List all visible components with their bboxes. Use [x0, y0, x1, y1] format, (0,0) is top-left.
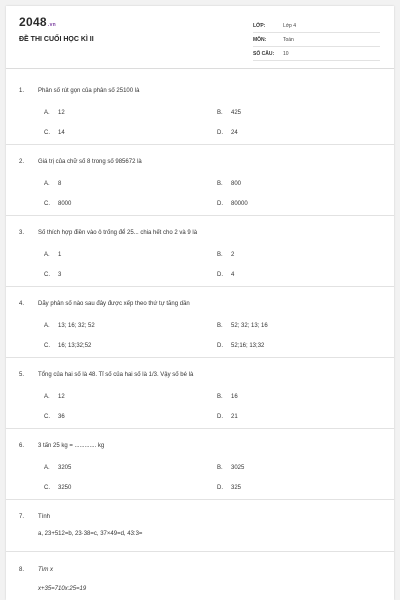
option-c[interactable]: C. 3250: [44, 485, 72, 491]
option-c[interactable]: C. 14: [44, 130, 65, 136]
logo-suffix: .vn: [47, 22, 57, 28]
meta-question-count: [253, 48, 380, 61]
option-d[interactable]: D. 52;16; 13;32: [217, 343, 265, 349]
question-text: Giá trị của chữ số 8 trong số 985672 là: [38, 159, 142, 165]
meta-label: MÔN:: [253, 37, 267, 43]
option-a[interactable]: A. 13; 16; 32; 52: [44, 323, 95, 329]
divider: [6, 215, 394, 216]
meta-class: [253, 20, 380, 33]
meta-subject: [253, 34, 380, 47]
question-number: 4.: [19, 301, 25, 307]
option-a[interactable]: A. 8: [44, 181, 62, 187]
option-a[interactable]: A. 3205: [44, 465, 72, 471]
meta-value: 10: [283, 51, 289, 57]
question-text: Tổng của hai số là 48. Tỉ số của hai số là 1/3. Vậy số bé là: [38, 372, 194, 378]
logo-text: 2048: [19, 15, 47, 29]
question-number: 1.: [19, 88, 25, 94]
meta-label: LỚP:: [253, 23, 266, 29]
exam-title: ĐỀ THI CUỐI HỌC KÌ II: [19, 36, 94, 43]
divider: [6, 428, 394, 429]
option-b[interactable]: B. 3025: [217, 465, 245, 471]
option-b[interactable]: B. 52; 32; 13; 16: [217, 323, 268, 329]
question-text: Tìm x: [38, 567, 53, 573]
question-number: 5.: [19, 372, 25, 378]
option-c[interactable]: C. 8000: [44, 201, 72, 207]
divider: [6, 286, 394, 287]
option-d[interactable]: D. 325: [217, 485, 242, 491]
option-b[interactable]: B. 800: [217, 181, 242, 187]
divider: [6, 144, 394, 145]
question-text: Phân số rút gọn của phân số 25100 là: [38, 88, 140, 94]
exam-header: [6, 6, 394, 69]
divider: [6, 551, 394, 552]
option-a[interactable]: A. 1: [44, 252, 62, 258]
option-d[interactable]: D. 4: [217, 272, 235, 278]
question-text: 3 tấn 25 kg = ............. kg: [38, 443, 105, 449]
divider: [6, 499, 394, 500]
divider: [6, 357, 394, 358]
question-text: Số thích hợp điền vào ô trống để 25... chia hết cho 2 và 9 là: [38, 230, 198, 236]
option-b[interactable]: B. 2: [217, 252, 235, 258]
question-subtext: x+35=710x:25=19: [38, 586, 87, 592]
option-d[interactable]: D. 24: [217, 130, 238, 136]
exam-paper: [6, 6, 394, 600]
option-b[interactable]: B. 16: [217, 394, 238, 400]
option-d[interactable]: D. 21: [217, 414, 238, 420]
meta-label: SỐ CÂU:: [253, 51, 275, 57]
meta-value: Lớp 4: [283, 23, 297, 29]
option-c[interactable]: C. 36: [44, 414, 65, 420]
question-subtext: a, 23+512=b, 23·38=c, 37×49=d, 43:3=: [38, 531, 143, 537]
question-number: 6.: [19, 443, 25, 449]
option-b[interactable]: B. 425: [217, 110, 242, 116]
option-c[interactable]: C. 3: [44, 272, 62, 278]
question-number: 8.: [19, 567, 25, 573]
meta-value: Toán: [283, 37, 294, 43]
question-text: Dãy phân số nào sau đây được xếp theo thứ tự tăng dần: [38, 301, 190, 307]
option-a[interactable]: A. 12: [44, 110, 65, 116]
option-d[interactable]: D. 80000: [217, 201, 248, 207]
option-c[interactable]: C. 16; 13;32;52: [44, 343, 92, 349]
question-number: 2.: [19, 159, 25, 165]
question-text: Tính: [38, 514, 51, 520]
question-number: 7.: [19, 514, 25, 520]
option-a[interactable]: A. 12: [44, 394, 65, 400]
site-logo[interactable]: [19, 15, 56, 29]
question-number: 3.: [19, 230, 25, 236]
